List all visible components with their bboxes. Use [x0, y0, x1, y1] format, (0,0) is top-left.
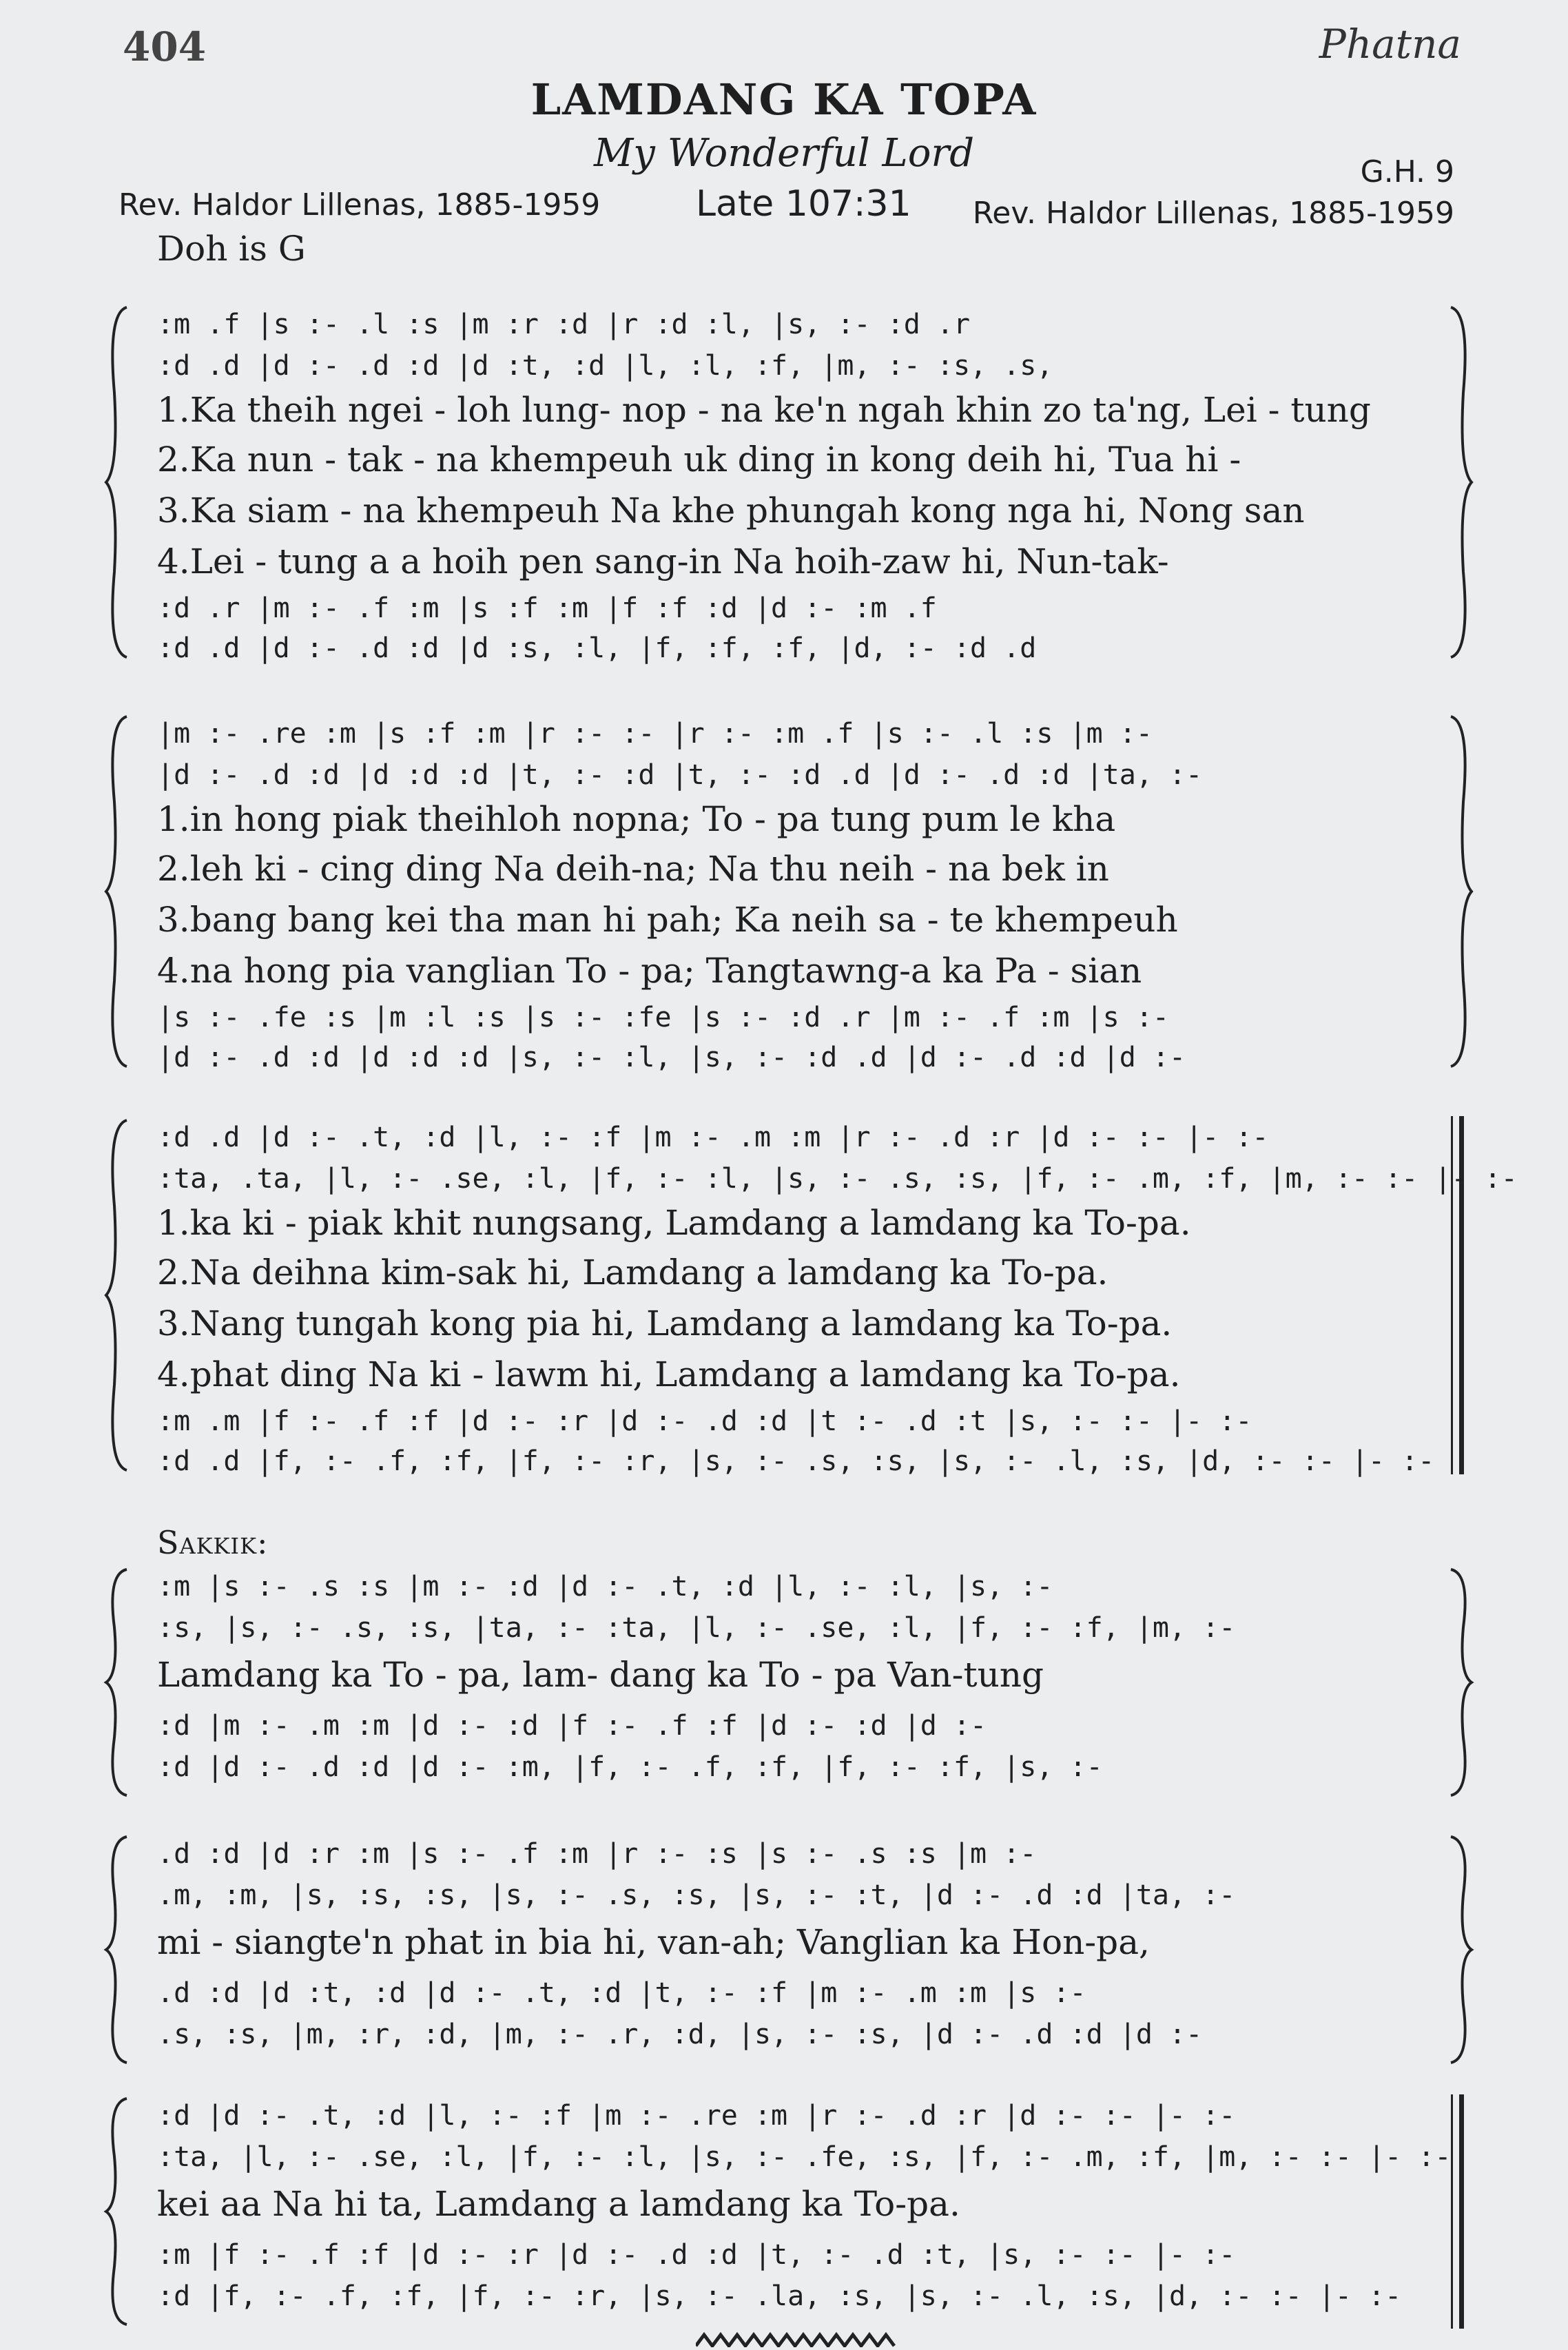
lyric-refrain: kei aa Na hi ta, Lamdang a lamdang ka To-pa. — [157, 2184, 960, 2224]
lyric-verse-2: 2.Ka nun - tak - na khempeuh uk ding in kong deih hi, Tua hi - — [157, 440, 1241, 480]
lyric-verse-2: 2.Na deihna kim-sak hi, Lamdang a lamdang ka To-pa. — [157, 1253, 1108, 1292]
refrain-label: Sakkik: — [157, 1524, 269, 1561]
right-brace — [1447, 1565, 1474, 1800]
music-credit: Rev. Haldor Lillenas, 1885-1959 — [972, 196, 1454, 231]
music-system-3 — [103, 1116, 1518, 1477]
scripture-reference: Late 107:31 — [696, 183, 911, 225]
lyric-verse-4: 4.phat ding Na ki - lawm hi, Lamdang a lamdang ka To-pa. — [157, 1354, 1181, 1394]
lyric-verse-1: 1.ka ki - piak khit nungsang, Lamdang a lamdang ka To-pa. — [157, 1203, 1191, 1243]
bass-notes: :d .d |f, :- .f, :f, |f, :- :r, |s, :- .s, :s, |s, :- .l, :s, |d, :- :- |- :- — [157, 1445, 1435, 1477]
alto-notes: :d .d |d :- .d :d |d :t, :d |l, :l, :f, |m, :- :s, .s, — [157, 350, 1053, 382]
hymn-reference: G.H. 9 — [1360, 154, 1454, 189]
left-brace — [103, 712, 131, 1071]
music-system-6 — [103, 2094, 1474, 2329]
bass-notes: :d |d :- .d :d |d :- :m, |f, :- .f, :f, |f, :- :f, |s, :- — [157, 1751, 1103, 1783]
lyric-verse-3: 3.Nang tungah kong pia hi, Lamdang a lamdang ka To-pa. — [157, 1303, 1173, 1343]
bass-notes: .s, :s, |m, :r, :d, |m, :- .r, :d, |s, :- :s, |d :- .d :d |d :- — [157, 2019, 1203, 2050]
final-barline-thick — [1459, 2094, 1464, 2329]
left-brace — [103, 1833, 131, 2067]
left-brace — [103, 1565, 131, 1800]
soprano-notes: |m :- .re :m |s :f :m |r :- :- |r :- :m .f |s :- .l :s |m :- — [157, 718, 1153, 750]
lyric-verse-1: 1.in hong piak theihloh nopna; To - pa tung pum le kha — [157, 799, 1116, 839]
music-system-4 — [103, 1565, 1474, 1800]
left-brace — [103, 303, 131, 661]
alto-notes: :ta, .ta, |l, :- .se, :l, |f, :- :l, |s, :- .s, :s, |f, :- .m, :f, |m, :- :- |- :- — [157, 1163, 1518, 1195]
music-system-5 — [103, 1833, 1474, 2067]
right-brace — [1447, 712, 1474, 1071]
lyric-verse-2: 2.leh ki - cing ding Na deih-na; Na thu neih - na bek in — [157, 849, 1109, 889]
tenor-notes: :d .r |m :- .f :m |s :f :m |f :f :d |d :- :m .f — [157, 592, 937, 624]
music-system-2 — [103, 712, 1474, 1071]
soprano-notes: :m |s :- .s :s |m :- :d |d :- .t, :d |l, :- :l, |s, :- — [157, 1571, 1053, 1602]
bass-notes: :d |f, :- .f, :f, |f, :- :r, |s, :- .la, :s, |s, :- .l, :s, |d, :- :- |- :- — [157, 2280, 1402, 2312]
left-brace — [103, 2094, 131, 2329]
tenor-notes: |s :- .fe :s |m :l :s |s :- :fe |s :- :d .r |m :- .f :m |s :- — [157, 1002, 1170, 1033]
bass-notes: |d :- .d :d |d :d :d |s, :- :l, |s, :- :d .d |d :- .d :d |d :- — [157, 1042, 1186, 1073]
hymn-subtitle: My Wonderful Lord — [593, 131, 975, 176]
right-brace — [1447, 303, 1474, 661]
tenor-notes: :d |m :- .m :m |d :- :d |f :- .f :f |d :- :d |d :- — [157, 1710, 987, 1742]
page-number: 404 — [123, 23, 207, 70]
lyric-verse-3: 3.bang bang kei tha man hi pah; Ka neih sa - te khempeuh — [157, 900, 1178, 940]
bass-notes: :d .d |d :- .d :d |d :s, :l, |f, :f, :f, |d, :- :d .d — [157, 632, 1037, 664]
lyric-refrain: mi - siangte'n phat in bia hi, van-ah; Vanglian ka Hon-pa, — [157, 1922, 1150, 1962]
lyric-verse-4: 4.na hong pia vanglian To - pa; Tangtawng-a ka Pa - sian — [157, 951, 1142, 991]
alto-notes: |d :- .d :d |d :d :d |t, :- :d |t, :- :d .d |d :- .d :d |ta, :- — [157, 759, 1203, 791]
soprano-notes: .d :d |d :r :m |s :- .f :m |r :- :s |s :- .s :s |m :- — [157, 1838, 1037, 1870]
tenor-notes: :m |f :- .f :f |d :- :r |d :- .d :d |t, :- .d :t, |s, :- :- |- :- — [157, 2239, 1236, 2271]
music-system-1 — [103, 303, 1474, 664]
soprano-notes: :d .d |d :- .t, :d |l, :- :f |m :- .m :m |r :- .d :r |d :- :- |- :- — [157, 1122, 1269, 1153]
alto-notes: :s, |s, :- .s, :s, |ta, :- :ta, |l, :- .se, :l, |f, :- :f, |m, :- — [157, 1612, 1236, 1644]
lyric-verse-3: 3.Ka siam - na khempeuh Na khe phungah kong nga hi, Nong san — [157, 491, 1305, 530]
hymn-title: LAMDANG KA TOPA — [530, 74, 1038, 125]
lyric-refrain: Lamdang ka To - pa, lam- dang ka To - pa Van-tung — [157, 1655, 1044, 1695]
tenor-notes: .d :d |d :t, :d |d :- .t, :d |t, :- :f |m :- .m :m |s :- — [157, 1977, 1086, 2009]
key-signature: Doh is G — [157, 229, 306, 269]
lyric-verse-1: 1.Ka theih ngei - loh lung- nop - na ke'n ngah khin zo ta'ng, Lei - tung — [157, 390, 1371, 430]
soprano-notes: :d |d :- .t, :d |l, :- :f |m :- .re :m |r :- .d :r |d :- :- |- :- — [157, 2100, 1236, 2132]
final-barline-thin — [1451, 2094, 1453, 2329]
lyric-verse-4: 4.Lei - tung a a hoih pen sang-in Na hoih-zaw hi, Nun-tak- — [157, 542, 1169, 581]
chapter-name: Phatna — [1319, 21, 1461, 68]
soprano-notes: :m .f |s :- .l :s |m :r :d |r :d :l, |s, :- :d .r — [157, 309, 971, 340]
right-brace — [1447, 1833, 1474, 2067]
end-ornament — [696, 2332, 896, 2347]
words-credit: Rev. Haldor Lillenas, 1885-1959 — [118, 187, 601, 223]
alto-notes: :ta, |l, :- .se, :l, |f, :- :l, |s, :- .fe, :s, |f, :- .m, :f, |m, :- :- |- :- — [157, 2141, 1452, 2173]
left-brace — [103, 1116, 131, 1474]
tenor-notes: :m .m |f :- .f :f |d :- :r |d :- .d :d |t :- .d :t |s, :- :- |- :- — [157, 1405, 1252, 1437]
alto-notes: .m, :m, |s, :s, :s, |s, :- .s, :s, |s, :- :t, |d :- .d :d |ta, :- — [157, 1879, 1236, 1911]
